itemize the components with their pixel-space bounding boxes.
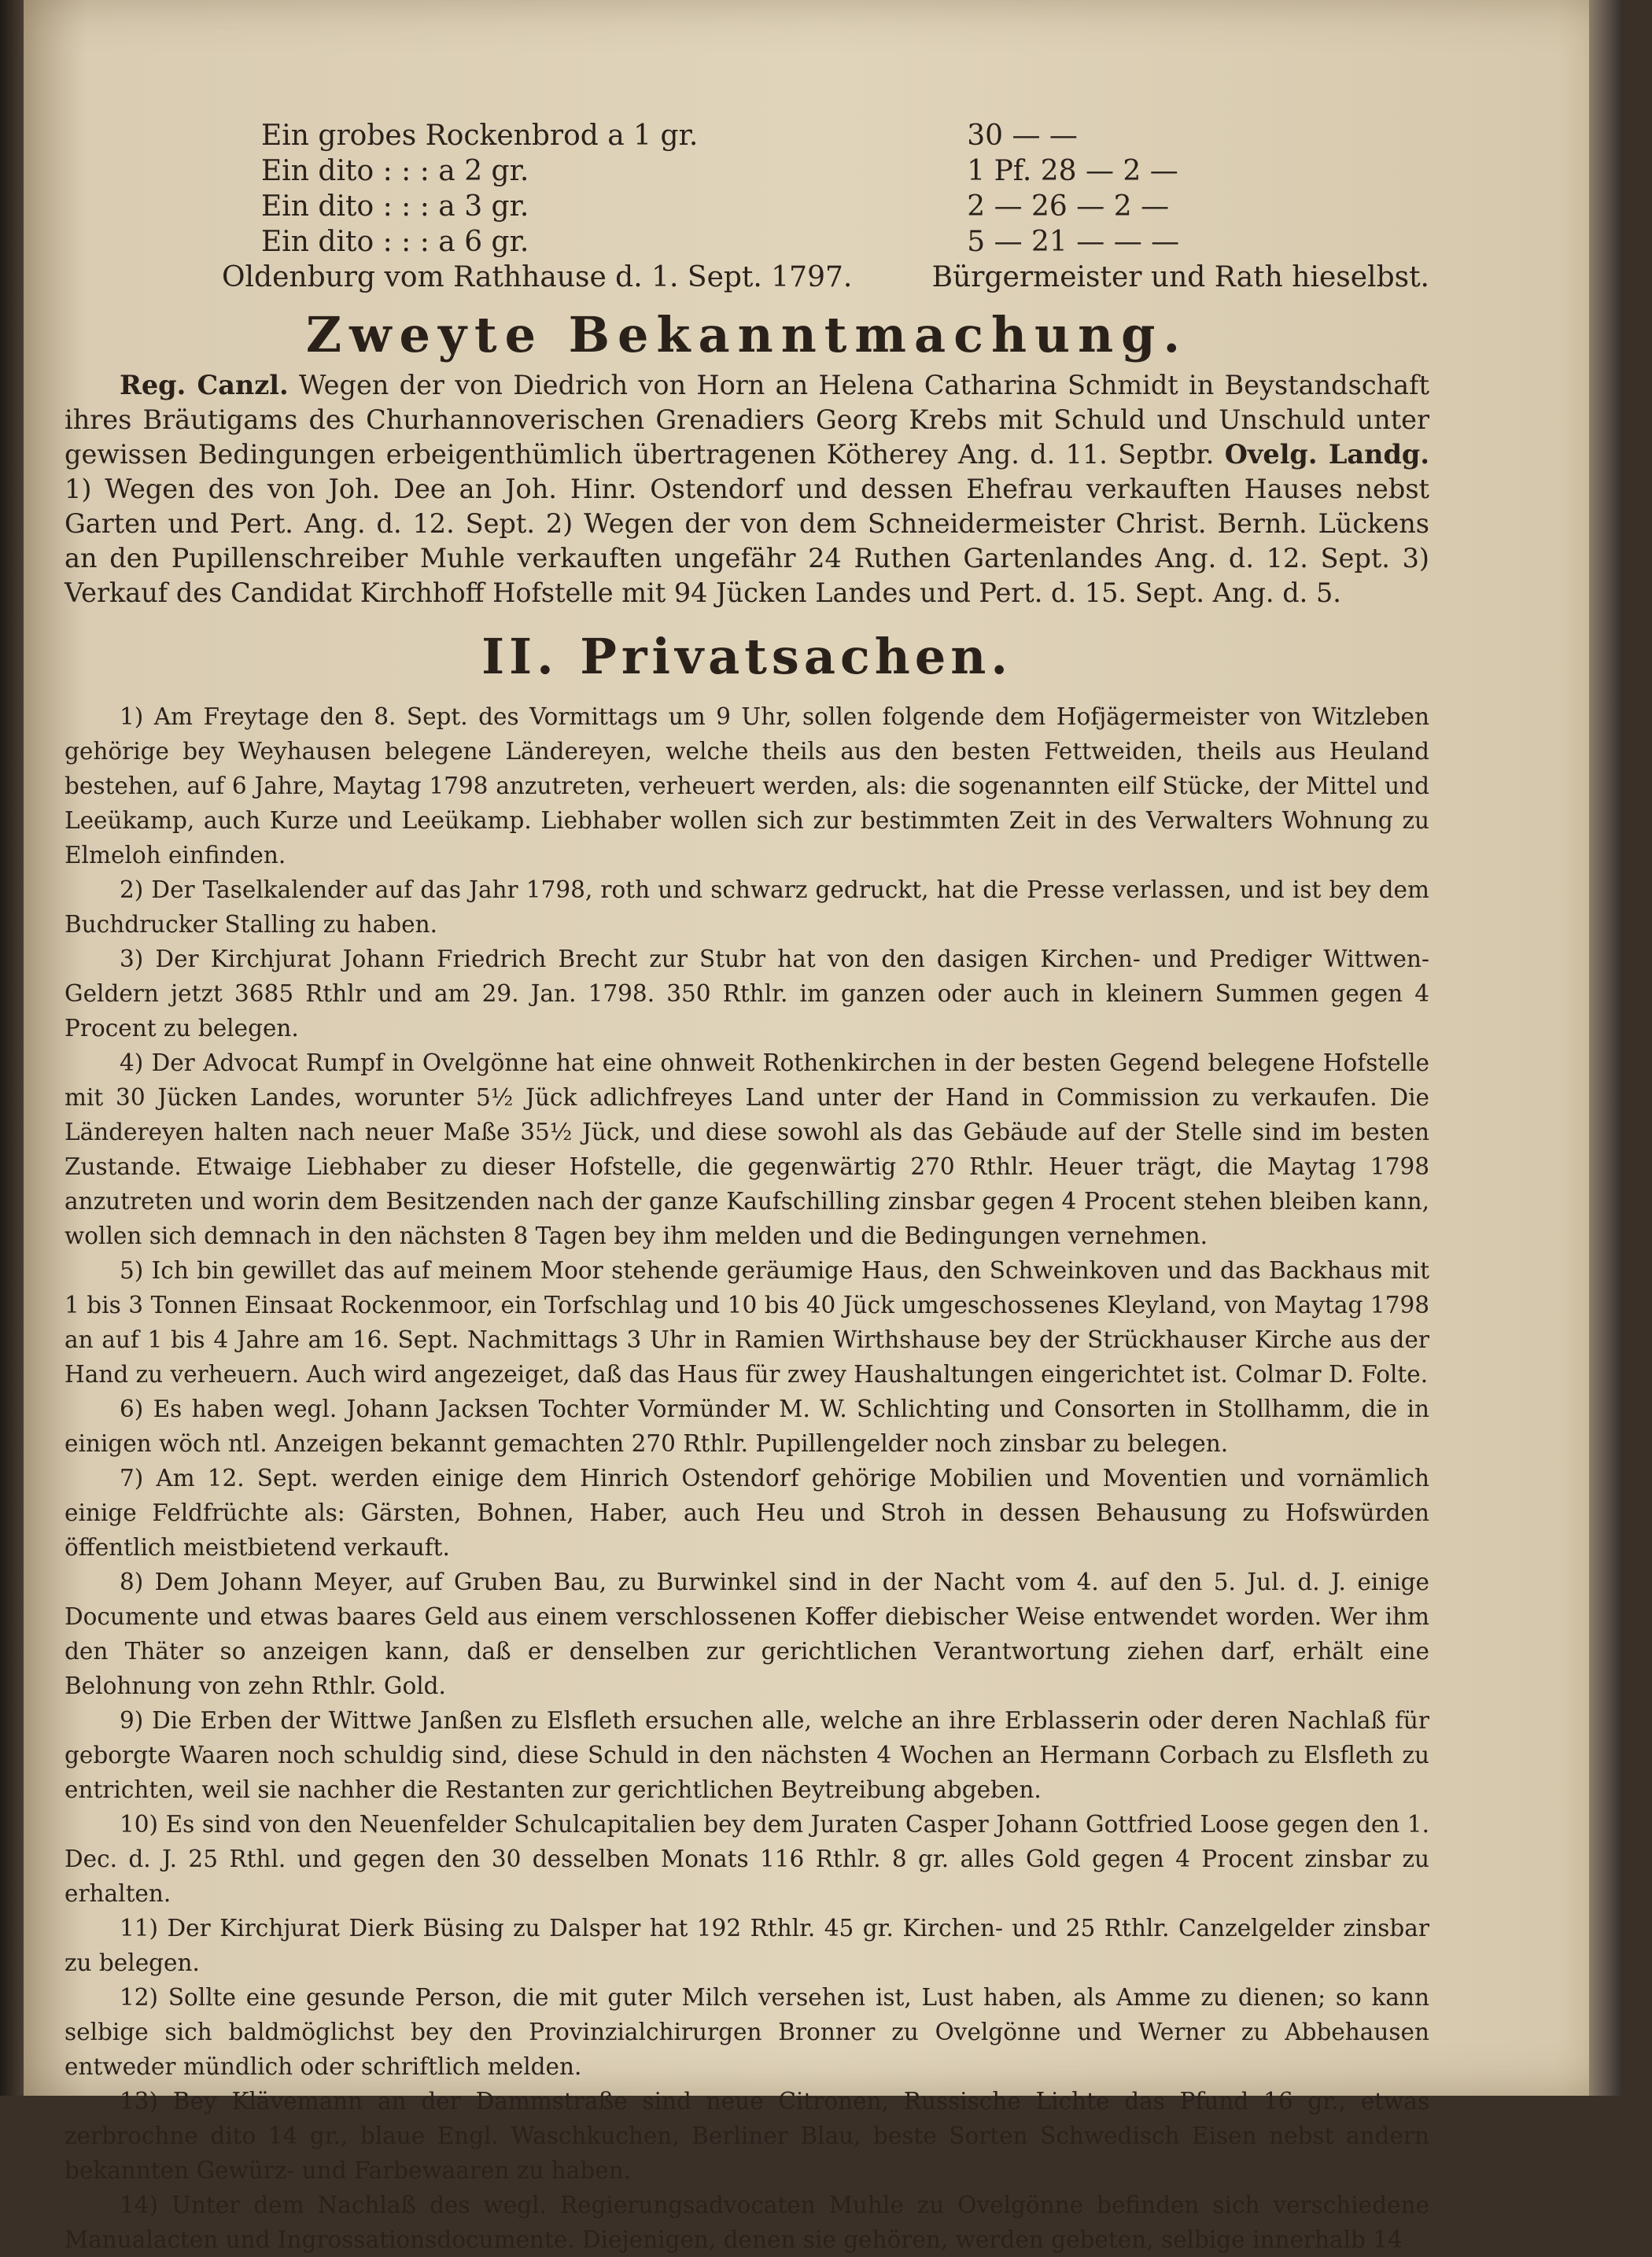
price-row (65, 224, 1429, 260)
notice-item: 6) Es haben wegl. Johann Jacksen Tochter Vormünder M. W. Schlichting und Consorten in Stollhamm, die in einigen wöch ntl. Anzeigen bekannt gemachten 270 Rthlr. Pupillengelder noch zinsbar zu belegen. (65, 1396, 1429, 1457)
price-weight: 5 — 21 — — — (967, 226, 1180, 258)
price-row (65, 118, 1429, 153)
notice-item: 1) Am Freytage den 8. Sept. des Vormittags um 9 Uhr, sollen folgende dem Hofjägermeister von Witzleben gehörige bey Weyhausen belegene Ländereyen, welche theils aus den besten Fettweiden, theils aus Heuland bestehen, auf 6 Jahre, Maytag 1798 anzutreten, verheuert werden, als: die sogenannten eilf Stücke, der Mittel und Leeükamp, auch Kurze und Leeükamp. Liebhaber wollen sich zur bestimmten Zeit in des Verwalters Wohnung zu Elmeloh einfinden. (65, 703, 1429, 869)
ovelg-text: 1) Wegen des von Joh. Dee an Joh. Hinr. Ostendorf und dessen Ehefrau verkauften Hauses nebst Garten und Pert. Ang. d. 12. Sept. 2) Wegen der von dem Schneidermeister Christ. Bernh. Lückens an den Pupillenschreiber Muhle verkauften ungefähr 24 Ruthen Gartenlandes Ang. d. 12. Sept. 3) Verkauf des Candidat Kirchhoff Hofstelle mit 94 Jücken Landes und Pert. d. 15. Sept. Ang. d. 5. (65, 474, 1429, 608)
notice-item: 11) Der Kirchjurat Dierk Büsing zu Dalsper hat 192 Rthlr. 45 gr. Kirchen- und 25 Rthlr. Canzelgelder zinsbar zu belegen. (65, 1915, 1429, 1976)
private-section-heading: II. Privatsachen. (481, 628, 1012, 685)
page-edge (1589, 0, 1621, 2096)
reg-text: Wegen der von Diedrich von Horn an Helena Catharina Schmidt in Beystandschaft ihres Bräutigams des Churhannoverischen Grenadiers Georg Krebs mit Schuld und Unschuld unter gewissen Bedingungen erbeigenthümlich übertragenen Kötherey Ang. d. 11. Septbr. (65, 370, 1429, 470)
notice-item: 8) Dem Johann Meyer, auf Gruben Bau, zu Burwinkel sind in der Nacht vom 4. auf den 5. Jul. d. J. einige Documente und etwas baares Geld aus einem verschlossenen Koffer diebischer Weise entwendet worden. Wer ihm den Thäter so anzeigen kann, daß er denselben zur gerichtlichen Verantwortung ziehen darf, erhält eine Belohnung von zehn Rthlr. Gold. (65, 1569, 1429, 1699)
notice-item: 14) Unter dem Nachlaß des wegl. Regierungsadvocaten Muhle zu Ovelgönne befinden sich verschiedene Manualacten und Ingrossationsdocumente. Diejenigen, denen sie gehören, werden gebeten, selbige innerhalb 14 (65, 2192, 1429, 2253)
dateline-place: Oldenburg vom Rathhause d. 1. Sept. 1797. (222, 261, 853, 293)
ovelg-label: Ovelg. Landg. (1224, 439, 1429, 470)
price-item: Ein dito : : : a 6 gr. (261, 226, 529, 258)
price-weight: 2 — 26 — 2 — (967, 190, 1170, 223)
price-item: Ein dito : : : a 2 gr. (261, 155, 529, 187)
dateline-row (65, 260, 1429, 295)
price-item: Ein grobes Rockenbrod a 1 gr. (261, 120, 699, 152)
notice-item: 10) Es sind von den Neuenfelder Schulcapitalien bey dem Juraten Casper Johann Gottfried Loose gegen den 1. Dec. d. J. 25 Rthl. und gegen den 30 desselben Monats 116 Rthlr. 8 gr. alles Gold gegen 4 Procent zinsbar zu erhalten. (65, 1811, 1429, 1907)
notice-item: 4) Der Advocat Rumpf in Ovelgönne hat eine ohnweit Rothenkirchen in der besten Gegend belegene Hofstelle mit 30 Jücken Landes, worunter 5½ Jück adlichfreyes Land unter der Hand in Commission zu verkaufen. Die Ländereyen halten nach neuer Maße 35½ Jück, und diese sowohl als das Gebäude auf der Stelle sind im besten Zustande. Etwaige Liebhaber zu dieser Hofstelle, die gegenwärtig 270 Rthlr. Heuer trägt, die Maytag 1798 anzutreten und worin dem Besitzenden nach der ganze Kaufschilling zinsbar gegen 4 Procent stehen bleiben kann, wollen sich demnach in den nächsten 8 Tagen bey ihm melden und die Bedingungen vernehmen. (65, 1049, 1429, 1249)
notice-item: 13) Bey Klävemann an der Dammstraße sind neue Citronen, Russische Lichte das Pfund 16 gr., etwas zerbrochne dito 14 gr., blaue Engl. Waschkuchen, Berliner Blau, beste Sorten Schwedisch Eisen nebst andern bekannten Gewürz- und Farbewaaren zu haben. (65, 2088, 1429, 2184)
notice-item: 12) Sollte eine gesunde Person, die mit guter Milch versehen ist, Lust haben, als Amme zu dienen; so kann selbige sich baldmöglichst bey den Provinzialchirurgen Bronner zu Ovelgönne und Werner zu Abbehausen entweder mündlich oder schriftlich melden. (65, 1984, 1429, 2080)
page-content (65, 118, 1429, 2257)
dateline-authority: Bürgermeister und Rath hieselbst. (931, 261, 1429, 293)
document-page (24, 0, 1621, 2253)
notice-item: 9) Die Erben der Wittwe Janßen zu Elsfleth ersuchen alle, welche an ihre Erblasserin oder deren Nachlaß für geborgte Waaren noch schuldig sind, diese Schuld in den nächsten 4 Wochen an Hermann Corbach zu Elsfleth zu entrichten, weil sie nachher die Restanten zur gerichtlichen Beytreibung abgeben. (65, 1707, 1429, 1803)
price-row (65, 189, 1429, 224)
notice-item: 7) Am 12. Sept. werden einige dem Hinrich Ostendorf gehörige Mobilien und Moventien und vornämlich einige Feldfrüchte als: Gärsten, Bohnen, Haber, auch Heu und Stroh in dessen Behausung zu Hofswürden öffentlich meistbietend verkauft. (65, 1465, 1429, 1561)
price-weight: 1 Pf. 28 — 2 — (967, 155, 1178, 187)
price-row (65, 153, 1429, 189)
notice-item: 3) Der Kirchjurat Johann Friedrich Brecht zur Stubr hat von den dasigen Kirchen- und Prediger Wittwen-Geldern jetzt 3685 Rthlr und am 29. Jan. 1798. 350 Rthlr. im ganzen oder auch in kleinern Summen gegen 4 Procent zu belegen. (65, 946, 1429, 1042)
price-item: Ein dito : : : a 3 gr. (261, 190, 529, 223)
notice-item: 2) Der Taselkalender auf das Jahr 1798, roth und schwarz gedruckt, hat die Presse verlassen, und ist bey dem Buchdrucker Stalling zu haben. (65, 876, 1429, 938)
reg-label: Reg. Canzl. (120, 370, 289, 400)
price-weight: 30 — — (967, 120, 1078, 152)
notice-item: 5) Ich bin gewillet das auf meinem Moor stehende geräumige Haus, den Schweinkoven und das Backhaus mit 1 bis 3 Tonnen Einsaat Rockenmoor, ein Torfschlag und 10 bis 40 Jück umgeschossenes Kleyland, von Maytag 1798 an auf 1 bis 4 Jahre am 16. Sept. Nachmittags 3 Uhr in Ramien Wirthshause bey der Strückhauser Kirche aus der Hand zu verheuern. Auch wird angezeiget, daß das Haus für zwey Haushaltungen eingerichtet ist. Colmar D. Folte. (65, 1257, 1429, 1388)
book-spine (0, 0, 24, 2096)
announcement-reg (65, 368, 1429, 610)
second-announcement-heading: Zweyte Bekanntmachung. (305, 306, 1189, 363)
